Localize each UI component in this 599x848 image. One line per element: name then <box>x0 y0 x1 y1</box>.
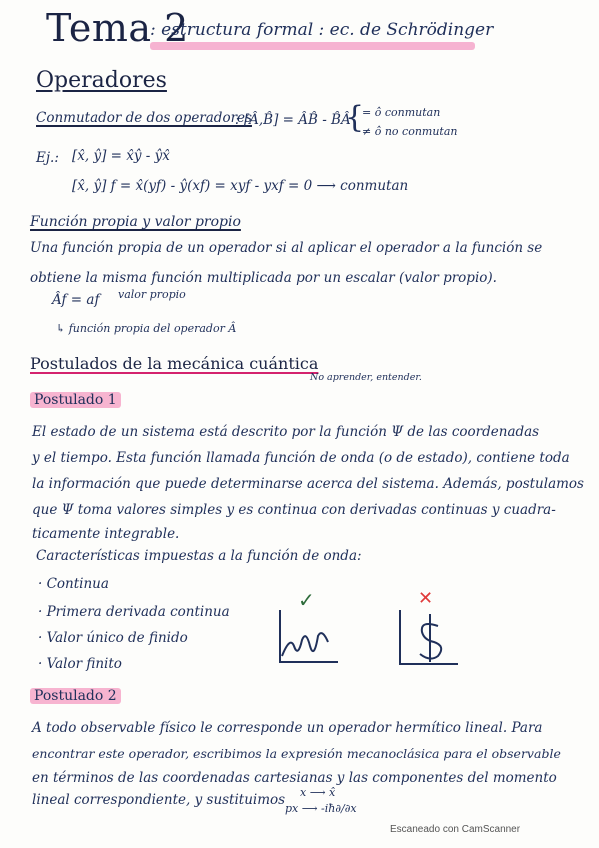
caracteristica-item-3: · Valor único de finido <box>38 630 188 646</box>
postulado-1-line-3: la información que puede determinarse acerca del sistema. Además, postulamos <box>32 476 584 492</box>
check-mark-icon: ✓ <box>298 588 315 612</box>
postulado-1-heading: Postulado 1 <box>30 392 121 408</box>
page-subtitle: : estructura formal : ec. de Schrödinger <box>150 20 494 40</box>
funcion-propia-heading: Función propia y valor propio <box>30 214 241 230</box>
caracteristica-item-4: · Valor finito <box>38 656 122 672</box>
discontinuous-wavefunction-sketch <box>392 606 462 668</box>
ejemplo-line-1: [x̂, ŷ] = x̂ŷ - ŷx̂ <box>72 148 170 164</box>
substitution-x: x ⟶ x̂ <box>300 786 336 799</box>
funcion-propia-line-2: obtiene la misma función multiplicada por un escalar (valor propio). <box>30 270 497 286</box>
postulado-2-line-3: en términos de las coordenadas cartesianas y las componentes del momento <box>32 770 557 786</box>
cross-mark-icon: ✕ <box>418 588 434 609</box>
caracteristica-item-2: · Primera derivada continua <box>38 604 230 620</box>
postulados-heading: Postulados de la mecánica cuántica <box>30 354 319 373</box>
funcion-propia-note: ↳ función propia del operador Â <box>56 322 237 335</box>
substitution-px: px ⟶ -iħ∂/∂x <box>285 802 357 815</box>
caracteristica-item-1: · Continua <box>38 576 109 592</box>
postulado-1-line-2: y el tiempo. Esta función llamada función de onda (o de estado), contiene toda <box>32 450 570 466</box>
postulado-1-line-5: ticamente integrable. <box>32 526 180 542</box>
conmutan-case: = ô conmutan <box>362 106 441 119</box>
title-highlight <box>150 42 475 50</box>
caracteristicas-heading: Características impuestas a la función de onda: <box>36 548 362 564</box>
ejemplo-label: Ej.: <box>36 150 59 166</box>
ejemplo-line-2: [x̂, ŷ] f = x̂(yf) - ŷ(xf) = xyf - yxf = 0 ⟶ conmutan <box>72 178 409 194</box>
postulados-note: No aprender, entender. <box>310 372 422 383</box>
funcion-propia-line-1: Una función propia de un operador si al aplicar el operador a la función se <box>30 240 543 256</box>
valor-propio-note: valor propio <box>118 288 186 301</box>
postulado-1-line-4: que Ψ toma valores simples y es continua con derivadas continuas y cuadra- <box>32 502 556 518</box>
no-conmutan-case: ≠ ô no conmutan <box>362 125 458 138</box>
postulado-2-line-4: lineal correspondiente, y sustituimos <box>32 792 286 808</box>
brace-symbol: { <box>345 100 365 135</box>
postulado-2-line-2: encontrar este operador, escribimos la expresión mecanoclásica para el observable <box>32 746 561 761</box>
conmutador-definition: : [Â,B̂] = ÂB̂ - B̂Â <box>235 112 351 128</box>
page-title: Tema 2 <box>46 6 189 50</box>
section-operadores-heading: Operadores <box>36 68 167 93</box>
eigen-equation: Âf = af <box>52 292 100 308</box>
postulado-1-line-1: El estado de un sistema está descrito por la función Ψ de las coordenadas <box>32 424 540 440</box>
scanner-watermark: Escaneado con CamScanner <box>390 824 521 835</box>
conmutador-label: Conmutador de dos operadores <box>36 110 252 126</box>
postulado-2-line-1: A todo observable físico le corresponde un operador hermítico lineal. Para <box>32 720 543 736</box>
continuous-wavefunction-sketch <box>272 606 342 668</box>
postulado-2-heading: Postulado 2 <box>30 688 121 704</box>
